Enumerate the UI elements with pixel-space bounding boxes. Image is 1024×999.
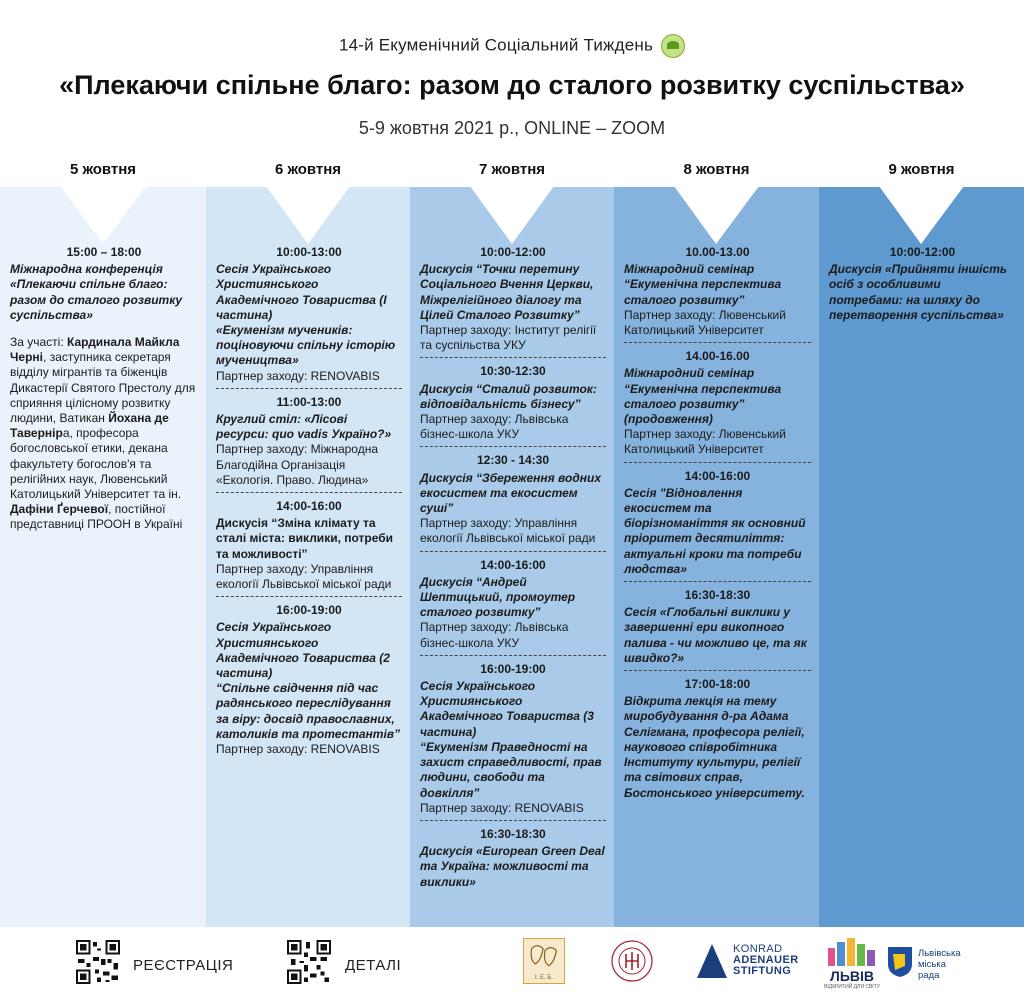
event <box>420 453 606 546</box>
event-name: Сесія «Глобальні виклики у завершенні ери викопного палива - чи можливо це, та як швидко?» <box>624 605 807 665</box>
event-time: 10:00-13:00 <box>276 245 342 259</box>
council-line: Львівська <box>918 948 961 959</box>
chevron-shape <box>819 186 1024 256</box>
details-label[interactable]: ДЕТАЛІ <box>345 957 402 974</box>
event <box>829 245 1016 323</box>
kas-wordmark <box>733 944 799 977</box>
day-content <box>829 245 1016 327</box>
event-name: Дискусія “Зміна клімату та сталі міста: виклики, потреби та можливості” <box>216 516 394 561</box>
event-time: 16:00-19:00 <box>276 603 342 618</box>
participant-name: Кардинала Майкла Черні <box>10 335 180 365</box>
day-label: 9 жовтня <box>819 157 1024 187</box>
event-supertitle <box>0 34 1024 58</box>
divider <box>420 551 606 552</box>
event-time: 14:00-16:00 <box>480 557 546 572</box>
ucu-logo <box>610 936 654 986</box>
divider <box>624 342 811 343</box>
event <box>420 245 606 353</box>
event-time: 15:00 – 18:00 <box>66 245 142 259</box>
event-partner: Партнер заходу: Лювенський Католицький Університет <box>624 307 786 338</box>
event-name: Дискусія “Збереження водних екосистем та екосистем суші” <box>420 470 601 516</box>
event-time: 14:00-16:00 <box>276 499 342 514</box>
participant-role: , постійної представниці ПРООН в Україні <box>10 502 183 532</box>
kas-line: ADENAUER <box>733 954 799 966</box>
divider <box>420 820 606 821</box>
ies-text: І. Е. Б. <box>535 975 553 981</box>
event-name: Дискусія “Сталий розвиток: відповідальність бізнесу” <box>420 381 597 411</box>
day-content <box>624 245 811 805</box>
event-time: 11:00-13:00 <box>276 394 342 409</box>
event-time: 14:00-16:00 <box>684 468 751 483</box>
divider <box>216 388 402 389</box>
event-time: 16:00-19:00 <box>480 661 546 676</box>
event-topic: “Екуменізм Праведності на захист справедливості, прав людини, свободи та довкілля” <box>420 739 602 800</box>
event-name-part: осіб з особливими потребами: на шляху до перетворення суспільства» <box>829 277 1004 322</box>
participant-name: Дафіни Ґерчевої <box>10 502 109 517</box>
dates-subtitle: 5-9 жовтня 2021 р., ONLINE – ZOOM <box>358 118 666 138</box>
event <box>216 245 402 384</box>
day-column-3 <box>410 157 614 927</box>
ucu-text <box>590 736 612 737</box>
event <box>624 677 811 801</box>
day-label: 6 жовтня <box>206 157 410 187</box>
participant-role: а, професора богословської етики, декана факультету богослов'я та релігійних наук, Лювенський Католицький Університет та ін. <box>10 426 182 502</box>
lviv-city-council-crest-icon <box>887 946 913 978</box>
event <box>420 662 606 816</box>
event-partner: Партнер заходу: Міжнародна Благодійна Організація «Екологія. Право. Людина» <box>216 442 379 487</box>
day-column-5 <box>819 157 1024 927</box>
event-topic: “Спільне свідчення під час радянського переслідування за віру: досвід православних, католиків та протестантів” <box>216 681 401 741</box>
day-column-2 <box>206 157 410 927</box>
footer <box>0 928 1024 999</box>
council-line: рада <box>918 970 940 981</box>
event-time: 17:00-18:00 <box>684 677 751 692</box>
event <box>624 245 811 338</box>
event-name: Сесія Українського Християнського Академічного Товариства (І частина) <box>216 262 387 322</box>
chevron-shape <box>206 186 410 256</box>
event-name: Круглий стіл: «Лісові ресурси: quo vadis Україно?» <box>216 412 392 442</box>
page-title: «Плекаючи спільне благо: разом до сталого розвитку суспільства» <box>59 70 965 100</box>
kas-line: STIFTUNG <box>733 965 792 977</box>
divider <box>624 462 811 463</box>
divider <box>216 492 402 493</box>
kas-logo <box>697 942 802 982</box>
event-name: Міжнародний семінар “Екуменічна перспектива сталого розвитку” (продовження) <box>624 366 782 427</box>
registration-label[interactable]: РЕЄСТРАЦІЯ <box>133 957 234 974</box>
week-logo-icon <box>661 34 685 58</box>
event-time: 10.00-13.00 <box>685 245 750 259</box>
event <box>624 588 811 666</box>
participants-intro: За участі: <box>10 335 68 350</box>
schedule-columns <box>0 157 1024 927</box>
day-content <box>420 245 606 894</box>
event-participants <box>10 335 198 533</box>
day-content <box>10 245 198 537</box>
event-name: Дискусія “Точки перетину Соціального Вчення Церкви, Міжрелігійного діалогу та Цілей Сталого Розвитку” <box>420 262 594 322</box>
event-partner: Партнер заходу: RENOVABIS <box>216 742 380 757</box>
day-label: 5 жовтня <box>0 157 206 187</box>
event-time: 10:00-12:00 <box>480 245 546 259</box>
event-partner: Партнер заходу: Львівська бізнес-школа УКУ <box>420 412 569 442</box>
lviv-wordmark: ЛЬВІВ <box>830 968 874 984</box>
divider <box>624 670 811 671</box>
event-partner: Партнер заходу: Управління екології Львівської міської ради <box>420 516 596 546</box>
day-label: 8 жовтня <box>614 157 819 187</box>
event <box>624 469 811 577</box>
event-time: 10:30-12:30 <box>480 364 546 379</box>
event-name-part: сть <box>982 262 1007 277</box>
divider <box>420 357 606 358</box>
event <box>420 827 606 890</box>
divider <box>420 655 606 656</box>
event-partner: Партнер заходу: Львівська бізнес-школа УКУ <box>420 620 569 650</box>
event-time: 10:00-12:00 <box>889 245 956 259</box>
event-name: Відкрита лекція на тему миробудування д-ра Адама Селігмана, професора релігії, наукового співробітника Інституту культури, релігії та світових справ, Бостонського університету. <box>624 694 805 800</box>
day-column-4 <box>614 157 819 927</box>
day-column-1 <box>0 157 206 927</box>
event-partner: Партнер заходу: RENOVABIS <box>216 368 380 383</box>
chevron-shape <box>614 186 819 256</box>
event <box>624 349 811 457</box>
kas-line: KONRAD <box>733 943 783 955</box>
day-label: 7 жовтня <box>410 157 614 187</box>
event-name: Дискусія “Андрей Шептицький, промоутер сталого розвитку” <box>420 574 576 620</box>
kas-triangle-icon <box>697 944 727 978</box>
event <box>216 499 402 592</box>
header <box>0 0 1024 162</box>
day-content <box>216 245 402 761</box>
event-partner: Партнер заходу: RENOVABIS <box>420 800 584 815</box>
event <box>216 395 402 488</box>
event-partner: Партнер заходу: Лювенський Католицький Університет <box>624 427 786 457</box>
event-name: Сесія Українського Християнського Академічного Товариства (2 частина) <box>216 620 390 681</box>
event <box>420 558 606 651</box>
chevron-shape <box>410 186 614 256</box>
lviv-logo <box>824 934 880 992</box>
event-partner: Партнер заходу: Управління екології Львівської міської ради <box>216 561 392 592</box>
participant-name: Йохана де Тавернір <box>10 411 169 441</box>
event-name: Міжнародна конференція «Плекаючи спільне благо: разом до сталого розвитку суспільства» <box>10 262 183 322</box>
event <box>216 603 402 757</box>
lviv-tagline: ВІДКРИТИЙ ДЛЯ СВІТУ <box>824 984 880 990</box>
divider <box>624 581 811 582</box>
ucu-seal-icon <box>610 936 654 986</box>
event-name: Сесія Українського Християнського Академічного Товариства (3 частина) <box>420 679 594 739</box>
details-qr-code[interactable] <box>287 940 331 984</box>
event-time: 12:30 - 14:30 <box>476 453 550 468</box>
lviv-towers-icon <box>824 934 880 968</box>
divider <box>420 446 606 447</box>
event-topic: «Екуменізм мучеників: поціновуючи спільну історію мучеництва» <box>216 323 396 368</box>
chevron-shape <box>0 186 206 256</box>
event-name: Дискусія «European Green Deal та Україна: можливості та виклики» <box>420 844 605 889</box>
divider <box>216 596 402 597</box>
event-time: 14.00-16.00 <box>685 349 750 364</box>
registration-qr-code[interactable] <box>76 940 120 984</box>
event <box>10 245 198 533</box>
event-time: 16:30-18:30 <box>480 826 546 841</box>
event-name <box>829 262 1016 323</box>
supertitle-text: 14-й Екуменічний Соціальний Тиждень <box>338 35 654 55</box>
event-partner: Партнер заходу: Інститут релігії та суспільства УКУ <box>420 323 597 353</box>
event-name: Сесія "Відновлення екосистем та біорізноманіття як основний пріоритет десятиліття: актуальні кроки та потреби людства» <box>624 485 806 576</box>
event-name-part: Дискусія «Прийняти інші <box>829 262 983 277</box>
event-time: 16:30-18:30 <box>684 588 751 603</box>
city-council-text <box>918 948 961 981</box>
council-line: міська <box>918 959 946 970</box>
ies-logo <box>523 938 565 984</box>
event <box>420 364 606 442</box>
event-name: Міжнародний семінар “Екуменічна перспектива сталого розвитку” <box>624 262 782 307</box>
participant-role: , заступника секретаря відділу мігрантів та біженців Дикастерії Святого Престолу для сприяння цілісному розвитку людини, Ватикан <box>10 350 196 426</box>
